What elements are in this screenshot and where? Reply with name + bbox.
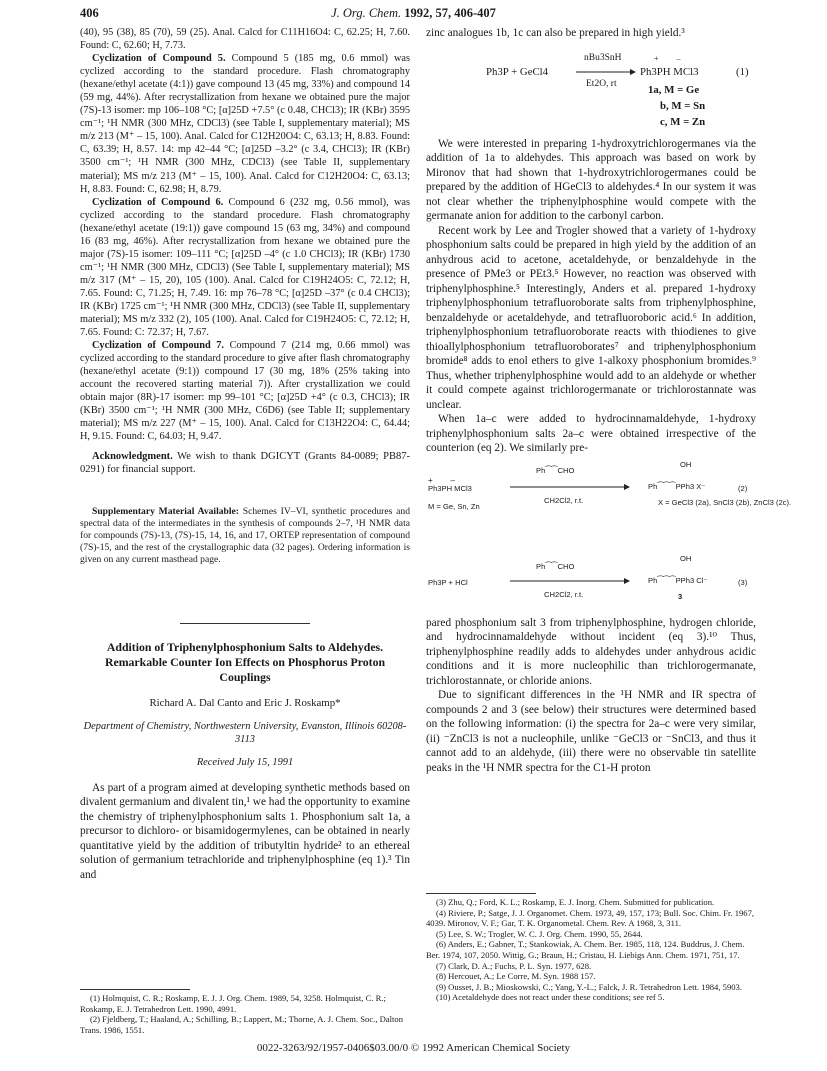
eq3-compound-number: 3 (678, 591, 683, 601)
eq3-hydroxyl: OH (680, 553, 692, 563)
footnote-10: (10) Acetaldehyde does not react under these conditions; see ref 5. (436, 992, 665, 1003)
eq3-aldehyde: Ph⁀⁀CHO (536, 561, 575, 571)
eq1-reaction-arrow (576, 67, 636, 77)
supplementary-text: Schemes IV–VI, synthetic procedures and spectral data of the intermediates in the synthesis of compounds 2–7, ¹H NMR data for compounds (7S)-13, (7S)-15, 14, 16, and 17, ORTEP representation of compound (7S)-15, and the rest of the crystallographic data (32 pages). Ordering information is given on any current masthead page. (80, 506, 410, 566)
article-authors: Richard A. Dal Canto and Eric J. Roskamp* (149, 696, 341, 709)
received-date: Received July 15, 1991 (196, 756, 294, 768)
author-affiliation: Department of Chemistry, Northwestern University, Evanston, Illinois 60208-3113 (83, 720, 407, 745)
eq2-reactant: Ph3PH MCl3 (428, 483, 472, 493)
page-header (80, 6, 747, 24)
footnote-7: (7) Clark, D. A.; Fuchs, P. L. Syn. 1977, 628. (436, 960, 592, 971)
page-number: 406 (80, 6, 99, 20)
eq3-number: (3) (738, 577, 748, 587)
eq1-m-sn: b, M = Sn (660, 99, 706, 112)
supplementary-head: Supplementary Material Available: (92, 506, 239, 518)
eq2-product: Ph⁀⁀⁀PPh3 X⁻ (648, 481, 706, 491)
paragraph-phosphonium-salt-3: pared phosphonium salt 3 from triphenylphosphine, hydrogen chloride, and hydrocinnamaldehyde without incident (eq 3).¹⁰ Thus, triphenylphosphine readily adds to aldehydes under anhydrous acidic conditions and it is more nucleophilic than trichlorogermanate, trichlorostannate, or chloride anions. (426, 616, 756, 687)
text-cyclization-5: Compound 5 (185 mg, 0.6 mmol) was cyclized according to the standard procedure. Flash chromatography (hexane/ethyl acetate (4:1)) gave compound 13 (45 mg, 33%) and compound 14 (59 mg, 44%). After recrystallization from hexane we obtained pure the major (7S)-13 isomer: mp 106–108 °C; [α]25D +7.5° (c 0.48, CHCl3); IR (KBr) 3595 cm⁻¹; ¹H NMR (300 MHz, CDCl3) (see Table I, supplementary material); MS m/z 213 (M⁺ – 15, 100). Anal. Calcd for C12H20O4: C, 63.13; H, 8.83. Found: C, 63.39; H, 8.57. 14: mp 42–44 °C; [α]25D –3.2° (c 3.4, CHCl3); IR (KBr) 3500 cm⁻¹; ¹H NMR (300 MHz, CDCl3) (see Table II, supplementary material); MS m/z 213 (M⁺ – 15, 100). Anal. Calcd for C12H20O4: C, 63.13; H, 8.83. Found: C, 62.98; H, 8.79. (80, 53, 411, 195)
eq3-reactants: Ph3P + HCl (428, 577, 468, 587)
eq1-m-zn: c, M = Zn (660, 115, 706, 128)
page-footer: 0022-3263/92/1957-0406$03.00/0 © 1992 American Chemical Society (256, 1042, 571, 1054)
footnote-6: (6) Anders, E.; Gabner, T.; Stankowiak, A. Chem. Ber. 1985, 118, 124. Buddrus, J. Chem. Ber. 1974, 107, 2050. Wittig, G.; Braun, H.; Cristau, H. Liebigs Ann. Chem. 1971, 751, 17. (426, 939, 745, 960)
eq1-charges: + – (654, 53, 681, 63)
footnote-rule (426, 893, 536, 894)
paragraph-hydrocinnamaldehyde: When 1a–c were added to hydrocinnamaldehyde, 1-hydroxy triphenylphosphonium salts 2a–c were obtained irrespective of the counterion (eq 2). We similarly pre- (426, 413, 756, 454)
paragraph-cyclization-5 (80, 52, 410, 196)
article-title: Addition of Triphenylphosphonium Salts to Aldehydes. Remarkable Counter Ion Effects on Phosphorus Proton Couplings (104, 639, 386, 684)
eq2-aldehyde: Ph⁀⁀CHO (536, 465, 575, 475)
footnote-2: (2) Fjeldberg, T.; Haaland, A.; Schilling, B.; Lappert, M.; Thorne, A. J. Chem. Soc., Dalton Trans. 1986, 1551. (80, 1014, 403, 1035)
paragraph-zinc-analogues: zinc analogues 1b, 1c can also be prepared in high yield.³ (426, 27, 685, 39)
journal-name: J. Org. Chem. (331, 6, 402, 20)
left-footnotes (80, 989, 410, 1035)
eq3-reaction-arrow (510, 576, 630, 586)
subhead-cyclization-6: Cyclization of Compound 6. (92, 196, 224, 208)
footnote-3: (3) Zhu, Q.; Ford, K. L.; Roskamp, E. J. Inorg. Chem. Submitted for publication. (436, 897, 715, 907)
eq3-product: Ph⁀⁀⁀PPh3 Cl⁻ (648, 575, 708, 585)
eq3-solvent: CH2Cl2, r.t. (544, 589, 584, 599)
right-column (426, 26, 792, 775)
paragraph-cyclization-7 (80, 339, 410, 443)
eq1-reactants: Ph3P + GeCl4 (486, 65, 549, 78)
eq1-m-ge: 1a, M = Ge (648, 83, 700, 96)
eq2-reaction-arrow (510, 482, 630, 492)
footnote-9: (9) Ousset, J. B.; Mioskowski, C.; Yang, Y.-L.; Falck, J. R. Tetrahedron Lett. 1984, 5903. (436, 981, 742, 992)
footnote-1: (1) Holmquist, C. R.; Roskamp, E. J. J. Org. Chem. 1989, 54, 3258. Holmquist, C. R.; Roskamp, E. J. Tetrahedron Lett. 1990, 4991. (80, 993, 386, 1014)
footnote-rule (80, 989, 190, 990)
paragraph-nmr-differences: Due to significant differences in the ¹H NMR and IR spectra of compounds 2 and 3 (see below) their structures were determined based on the following information: (i) the spectra for 2a–c were very similar, (ii) ⁻ZnCl3 is not a nucleophile, unlike ⁻GeCl3 or ⁻SnCl3, and thus it cannot add to an aldehyde, (iii) there were no observable tin satellite peaks in the ¹H NMR spectra for the C1-H proton (426, 689, 756, 774)
eq1-reagent-above: nBu3SnH (584, 52, 622, 63)
acknowledgment-text: We wish to thank DGICYT (Grants 84-0089; PB87-0291) for financial support. (80, 450, 410, 475)
footnote-4: (4) Riviere, P.; Satge, J. J. Organomet. Chem. 1973, 49, 157, 173; Bull. Soc. Chim. Fr. 1967, 4039. Mironov, V. F.; Gar, T. K. Organometal. Chem. Rev. A 1968, 3, 311. (426, 907, 755, 929)
subhead-cyclization-5: Cyclization of Compound 5. (92, 53, 226, 65)
equation-1 (426, 45, 756, 137)
eq2-charges: + – (428, 475, 455, 485)
eq1-product: Ph3PH MCl3 (640, 65, 699, 78)
footnote-8: (8) Hercouet, A.; Le Corre, M. Syn. 1988 157. (436, 971, 596, 982)
left-column (80, 26, 410, 882)
journal-year-volume: 1992, 57, 406-407 (404, 6, 496, 20)
eq2-counterion-key: X = GeCl3 (2a), SnCl3 (2b), ZnCl3 (2c). (658, 497, 792, 507)
subhead-cyclization-7: Cyclization of Compound 7. (92, 340, 224, 352)
paragraph-introduction: As part of a program aimed at developing synthetic methods based on divalent germanium and divalent tin,¹ we had the opportunity to examine the chemistry of triphenylphosphonium salts 1. Phosphonium salt 1a, a precursor to dichloro- or bisamidogermylenes, can be obtained in nearly quantitative yield by the addition of tributyltin hydride² to an ethereal solution of germanium tetrachloride and triphenylphosphine (eq 1).³ Tin and (80, 781, 410, 881)
paragraph-lee-trogler: Recent work by Lee and Trogler showed that a variety of 1-hydroxy phosphonium salts could be prepared in high yield by the addition of an anhydrous acid to acetone, acetaldehyde, or benzaldehyde in the presence of PMe3 or PEt3.⁵ However, no reaction was observed with triphenylphosphine.⁵ Interestingly, Anders et al. prepared 1-hydroxy triphenylphosphonium tetrafluoroborate salts from triphenylphosphine, benzaldehyde or acetaldehyde, and tetrafluoroboric acid.⁶ In addition, triphenylphosphonium tetrafluoroborate reacts with thiodienes to give thioallylphosphonium tetrafluoroborates⁷ and triphenylphosphonium bromide⁸ adds to enol ethers to give 1-alkoxy phosphonium bromides.⁹ Thus, whether triphenylphosphine would add to an aldehyde or whether it could compete against trichlorogermanate or trichlorostannate was unclear. (426, 224, 756, 411)
eq2-solvent: CH2Cl2, r.t. (544, 495, 584, 505)
equation-2 (426, 456, 792, 546)
section-divider (180, 623, 310, 624)
text-cyclization-7: Compound 7 (214 mg, 0.66 mmol) was cyclized according to the standard procedure to give after flash chromatography (hexane/ethyl acetate (9:1)) compound 17 (30 mg, 18% (25% taking into account the recovered starting material 7)). After crystallization we could obtain major (8R)-17 isomer: mp 99–101 °C; [α]25D +4° (c 0.3, CHCl3); IR (KBr) 3500 cm⁻¹; ¹H NMR (300 MHz, C6D6) (see Table II; supplementary material); MS m/z 227 (M⁺ – 15, 100). Anal. Calcd for C13H22O4: C, 64.44; H, 9.15. Found: C, 64.03; H, 9.47. (80, 340, 410, 443)
supplementary-material (80, 506, 410, 566)
acknowledgment (80, 450, 410, 477)
eq1-number: (1) (736, 65, 749, 78)
paragraph-hydroxytrichlorogermanes: We were interested in preparing 1-hydroxytrichlorogermanes via the addition of 1a to aldehydes. This approach was based on work by Mironov that had shown that 1-hydroxytrichlorogermanes could be prepared by the addition of HGeCl3 to aldehydes.⁴ In our system it was not clear whether the triphenylphosphine would compete with the germanate anion for addition to the carbonyl carbon. (426, 137, 756, 222)
eq2-m-label: M = Ge, Sn, Zn (428, 501, 480, 511)
eq2-hydroxyl: OH (680, 459, 692, 469)
acknowledgment-head: Acknowledgment. (92, 450, 173, 462)
text-cyclization-6: Compound 6 (232 mg, 0.56 mmol), was cyclized according to the standard procedure. Flash chromatography (hexane/ethyl acetate (19:1)) gave compound 15 (63 mg, 34%) and compound 16 (83 mg, 46%). After recrystallization from hexane we obtained pure the major (7S)-15 isomer: 109–111 °C; [α]25D –4° (c 1.0 CHCl3); IR (KBr) 1730 cm⁻¹; ¹H NMR (300 MHz, CDCl3) (See Table I, supplementary material); MS m/z 317 (M⁺ – 15, 20), 105 (100). Anal. Calcd for C19H24O5: C, 72.12; H, 7.65. Found: C, 71.25; H, 7.49. 16: mp 76–78 °C; [α]25D –37° (c 0.4 CHCl3); IR (KBr) 1725 cm⁻¹; ¹H NMR (300 MHz, CDCl3) (see Table II, supplementary material); MS m/z 332 (2), 105 (100). Anal. Calcd for C19H24O5: C, 72.12; H, 7.65. Found: C: 72.37; H, 7.67. (80, 196, 410, 339)
right-footnotes (426, 893, 756, 1003)
eq2-number: (2) (738, 483, 748, 493)
journal-running-head (80, 6, 747, 21)
paragraph-cyclization-6 (80, 196, 410, 340)
eq1-conditions-below: Et2O, rt (586, 78, 617, 89)
equation-3 (426, 546, 756, 616)
footnote-5: (5) Lee, S. W.; Trogler, W. C. J. Org. Chem. 1990, 55, 2644. (436, 928, 643, 939)
paragraph-anal-continued: (40), 95 (38), 85 (70), 59 (25). Anal. Calcd for C11H16O4: C, 62.25; H, 7.60. Found: C, 62.60; H, 7.73. (80, 27, 410, 52)
